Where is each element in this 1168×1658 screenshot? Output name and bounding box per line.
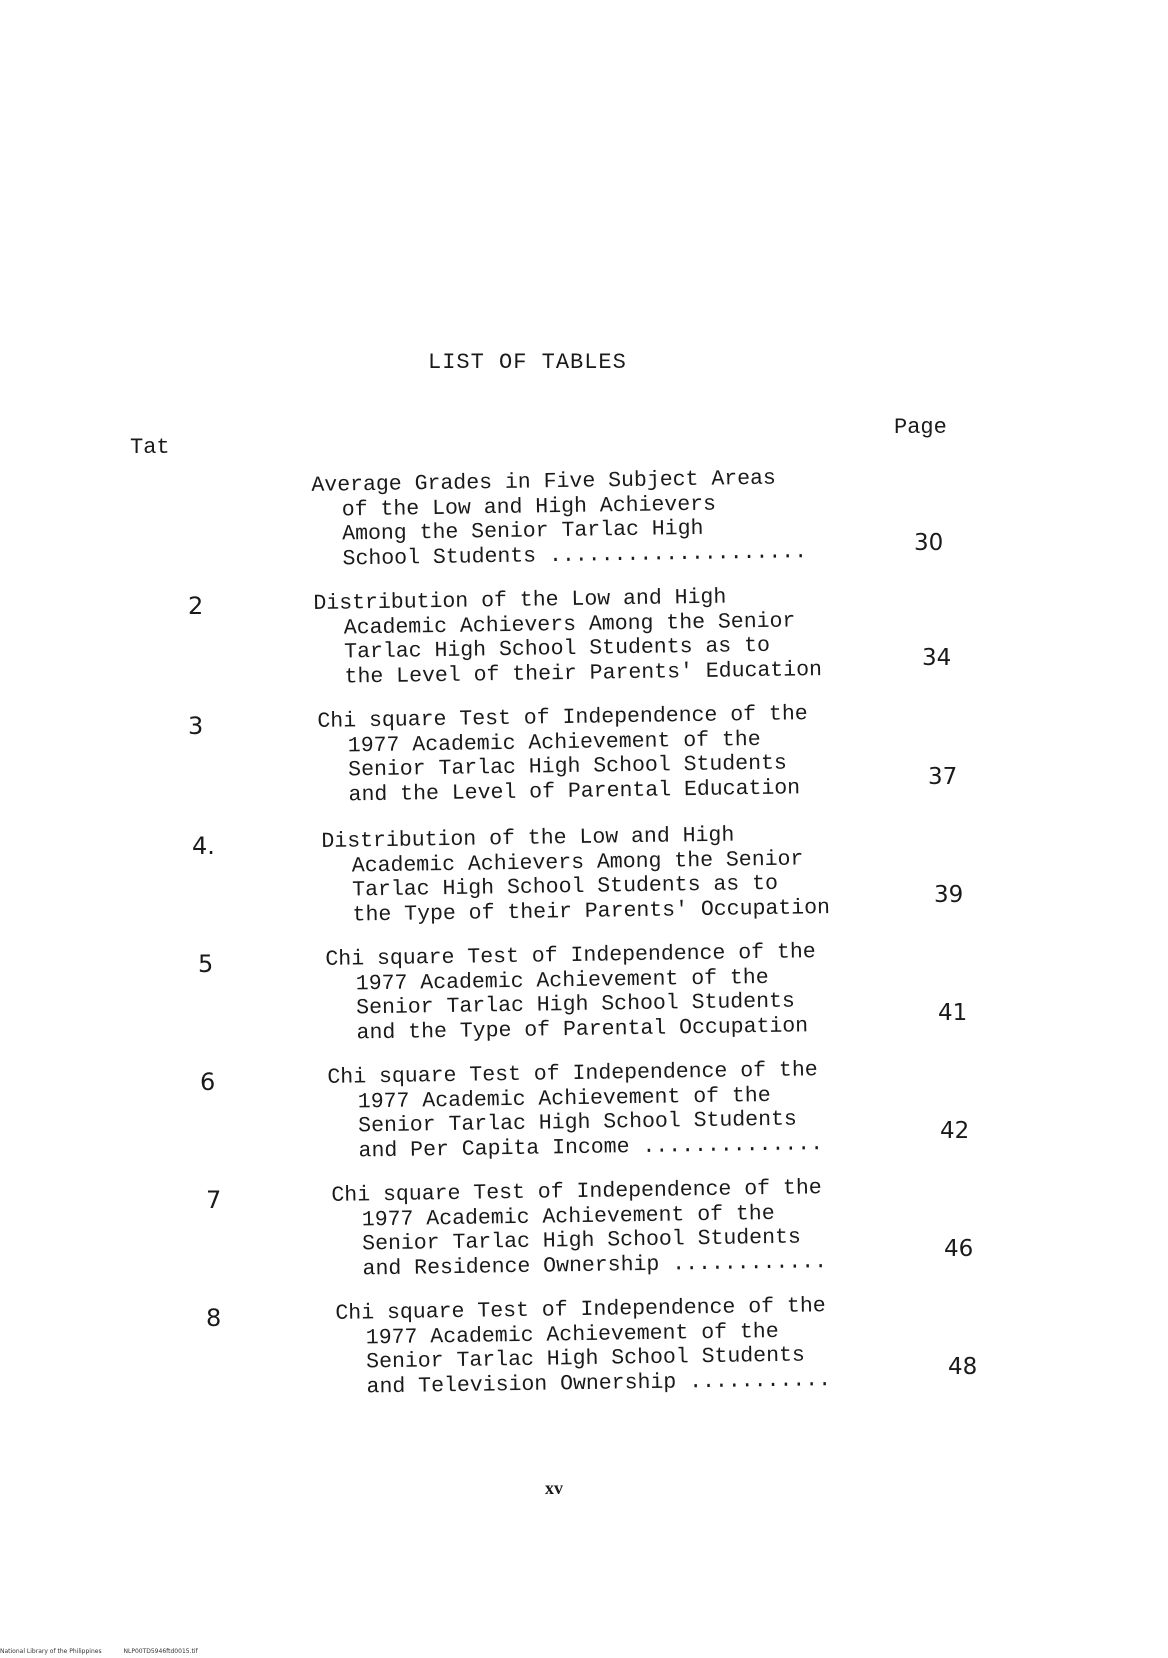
page-number: 41 xyxy=(938,1000,968,1026)
caption-line: the Level of their Parents' Education xyxy=(344,657,823,690)
page-number: 39 xyxy=(934,882,964,908)
table-number: 6 xyxy=(200,1068,216,1096)
caption-line: Chi square Test of Independence of the xyxy=(325,940,816,972)
table-column-label: Tat xyxy=(130,435,170,460)
caption-line: Academic Achievers Among the Senior xyxy=(343,608,796,641)
table-caption xyxy=(317,702,809,808)
table-caption xyxy=(325,940,817,1046)
caption-line: Senior Tarlac High School Students xyxy=(366,1343,806,1375)
caption-line: Tarlac High School Students as to xyxy=(352,871,779,903)
page-number: 37 xyxy=(928,764,958,790)
caption-line: Academic Achievers Among the Senior xyxy=(351,846,804,879)
page-column-label: Page xyxy=(894,415,947,440)
page-number: 30 xyxy=(914,530,944,556)
caption-line: Chi square Test of Independence of the xyxy=(335,1294,826,1326)
table-caption xyxy=(335,1294,831,1400)
table-number: 7 xyxy=(206,1186,222,1214)
table-number: 3 xyxy=(188,712,204,740)
caption-line: and the Level of Parental Education xyxy=(348,775,801,807)
page-number: 46 xyxy=(944,1236,974,1262)
caption-line: 1977 Academic Achievement of the xyxy=(365,1319,779,1350)
footer-source: National Library of the Philippines xyxy=(0,1648,102,1655)
table-caption xyxy=(321,822,830,928)
page-title: LIST OF TABLES xyxy=(428,350,627,375)
caption-line: and Residence Ownership ............ xyxy=(362,1249,828,1281)
table-caption xyxy=(311,466,807,572)
caption-line: 1977 Academic Achievement of the xyxy=(355,965,769,996)
page-number: 34 xyxy=(922,645,952,671)
caption-line: Tarlac High School Students as to xyxy=(344,633,771,665)
table-number: 4. xyxy=(192,832,215,860)
caption-line: and the Type of Parental Occupation xyxy=(356,1013,809,1045)
table-caption xyxy=(327,1058,823,1164)
scan-footer xyxy=(0,1648,218,1655)
page-folio: xv xyxy=(545,1478,563,1498)
caption-line: Senior Tarlac High School Students xyxy=(356,989,796,1021)
caption-line: 1977 Academic Achievement of the xyxy=(347,727,761,758)
caption-line: Senior Tarlac High School Students xyxy=(362,1225,802,1257)
caption-line: Average Grades in Five Subject Areas xyxy=(311,466,777,498)
caption-line: Among the Senior Tarlac High xyxy=(342,516,704,547)
table-number: 5 xyxy=(198,950,214,978)
caption-line: Chi square Test of Independence of the xyxy=(317,702,808,734)
table-number: 8 xyxy=(206,1304,222,1332)
table-caption xyxy=(331,1176,827,1282)
table-number: 2 xyxy=(188,592,204,620)
footer-file: NLP00TD5946ftd0015.tif xyxy=(123,1648,198,1655)
caption-line: School Students .................... xyxy=(342,539,808,571)
caption-line: Chi square Test of Independence of the xyxy=(327,1058,818,1090)
page-number: 42 xyxy=(940,1118,970,1144)
caption-line: Distribution of the Low and High xyxy=(321,823,735,854)
caption-line: and Television Ownership ........... xyxy=(366,1367,832,1399)
caption-line: 1977 Academic Achievement of the xyxy=(357,1083,771,1114)
caption-line: Senior Tarlac High School Students xyxy=(348,751,788,783)
page-number: 48 xyxy=(948,1354,978,1380)
table-caption xyxy=(313,584,822,690)
caption-line: and Per Capita Income .............. xyxy=(358,1131,824,1163)
caption-line: the Type of their Parents' Occupation xyxy=(352,895,831,928)
caption-line: Distribution of the Low and High xyxy=(313,585,727,616)
caption-line: Chi square Test of Independence of the xyxy=(331,1176,822,1208)
caption-line: Senior Tarlac High School Students xyxy=(358,1107,798,1139)
caption-line: 1977 Academic Achievement of the xyxy=(361,1201,775,1232)
caption-line: of the Low and High Achievers xyxy=(341,492,717,522)
